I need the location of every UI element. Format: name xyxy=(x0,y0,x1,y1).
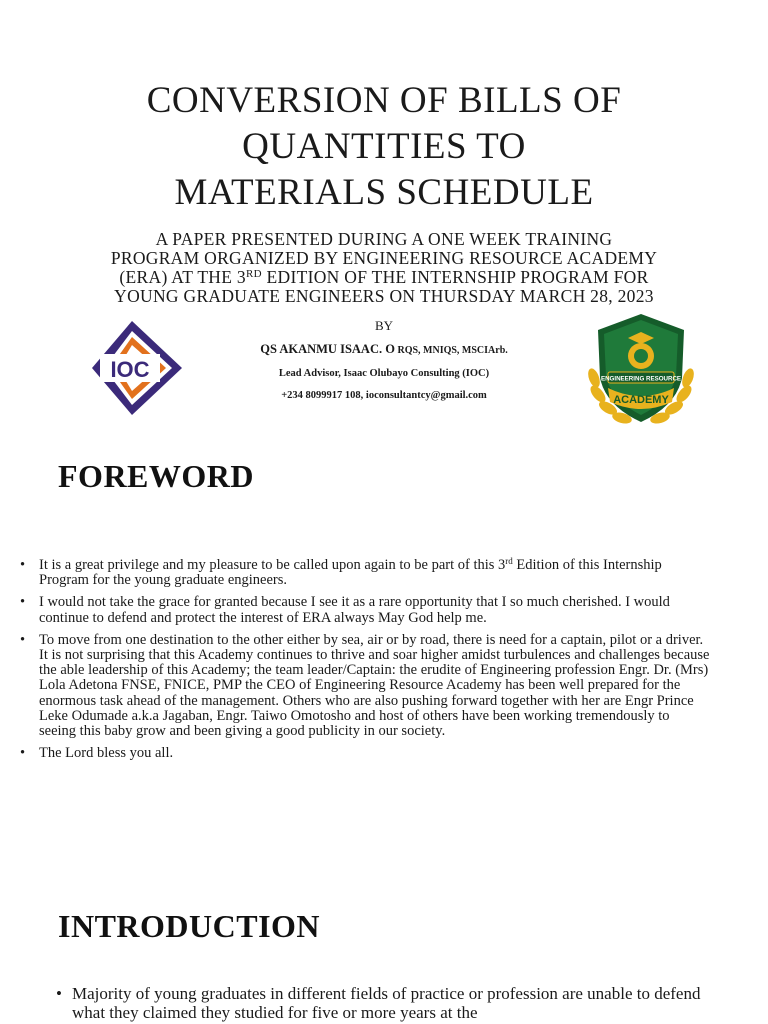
era-academy-logo xyxy=(578,308,704,436)
era-ribbon-text: ENGINEERING RESOURCE xyxy=(600,375,682,383)
author-role: Lead Advisor, Isaac Olubayo Consulting (IOC) xyxy=(278,368,490,379)
introduction-list xyxy=(56,984,712,1022)
era-banner-text: ACADEMY xyxy=(613,394,669,406)
bullet-icon: • xyxy=(20,631,26,648)
foreword-list xyxy=(20,558,710,768)
document-subtitle xyxy=(60,230,708,306)
bullet-icon: • xyxy=(20,745,26,762)
bullet-icon: • xyxy=(56,984,62,1003)
foreword-heading: FOREWORD xyxy=(58,458,254,494)
author-name: QS AKANMU ISAAC. O RQS, MNIQS, MSCIArb. xyxy=(260,342,508,356)
list-item: • The Lord bless you all. xyxy=(20,745,174,762)
author-contact: +234 8099917 108, ioconsultantcy@gmail.com xyxy=(281,390,487,401)
bullet-icon: • xyxy=(20,594,26,611)
ioc-logo-text: IOC xyxy=(110,357,150,382)
introduction-heading: INTRODUCTION xyxy=(58,908,321,944)
list-item: • I would not take the grace for granted because I see it as a rare opportunity that I so much cherished. I would continue to defend and protect the interest of ERA always May God help me. xyxy=(20,594,670,626)
subtitle-line-2: PROGRAM ORGANIZED BY ENGINEERING RESOURCE ACADEMY xyxy=(110,248,658,268)
title-line-1: CONVERSION OF BILLS OF xyxy=(146,80,622,121)
title-line-3: MATERIALS SCHEDULE xyxy=(174,172,594,213)
subtitle-line-1: A PAPER PRESENTED DURING A ONE WEEK TRAINING xyxy=(155,229,613,249)
list-item: • Majority of young graduates in different fields of practice or profession are unable to defend what they claimed they studied for five or more years at the xyxy=(56,984,701,1022)
list-item: • To move from one destination to the other either by sea, air or by road, there is need for a captain, pilot or a driver. It is not surprising that this Academy continues to thrive and soar higher amidst turbulences and challenges because the able leadership of this Academy; the team leader/Captain: the erudite of Engineering profession Engr. Dr. (Mrs) Lola Adetona FNSE, FNICE, PMP the CEO of Engineering Resource Academy has been well prepared for the enormous task ahead of the management. Others who are also pushing forward together with her are Engr Prince Leke Odumade a.k.a Jagaban, Engr. Taiwo Omotosho and host of others have been working tremendously to seeing this baby grow and been giving a good publicity in our society. xyxy=(20,631,710,740)
subtitle-line-3: (ERA) AT THE 3RD EDITION OF THE INTERNSHIP PROGRAM FOR xyxy=(119,267,649,287)
list-item: • It is a great privilege and my pleasure to be called upon again to be part of this 3rd Edition of this Internship Program for the young graduate engineers. xyxy=(20,556,662,589)
ioc-logo xyxy=(92,318,184,418)
title-line-2: QUANTITIES TO xyxy=(242,126,526,167)
bullet-icon: • xyxy=(20,557,26,573)
subtitle-line-4: YOUNG GRADUATE ENGINEERS ON THURSDAY MARCH 28, 2023 xyxy=(114,286,654,306)
by-label: BY xyxy=(374,318,394,333)
document-title xyxy=(0,78,768,216)
